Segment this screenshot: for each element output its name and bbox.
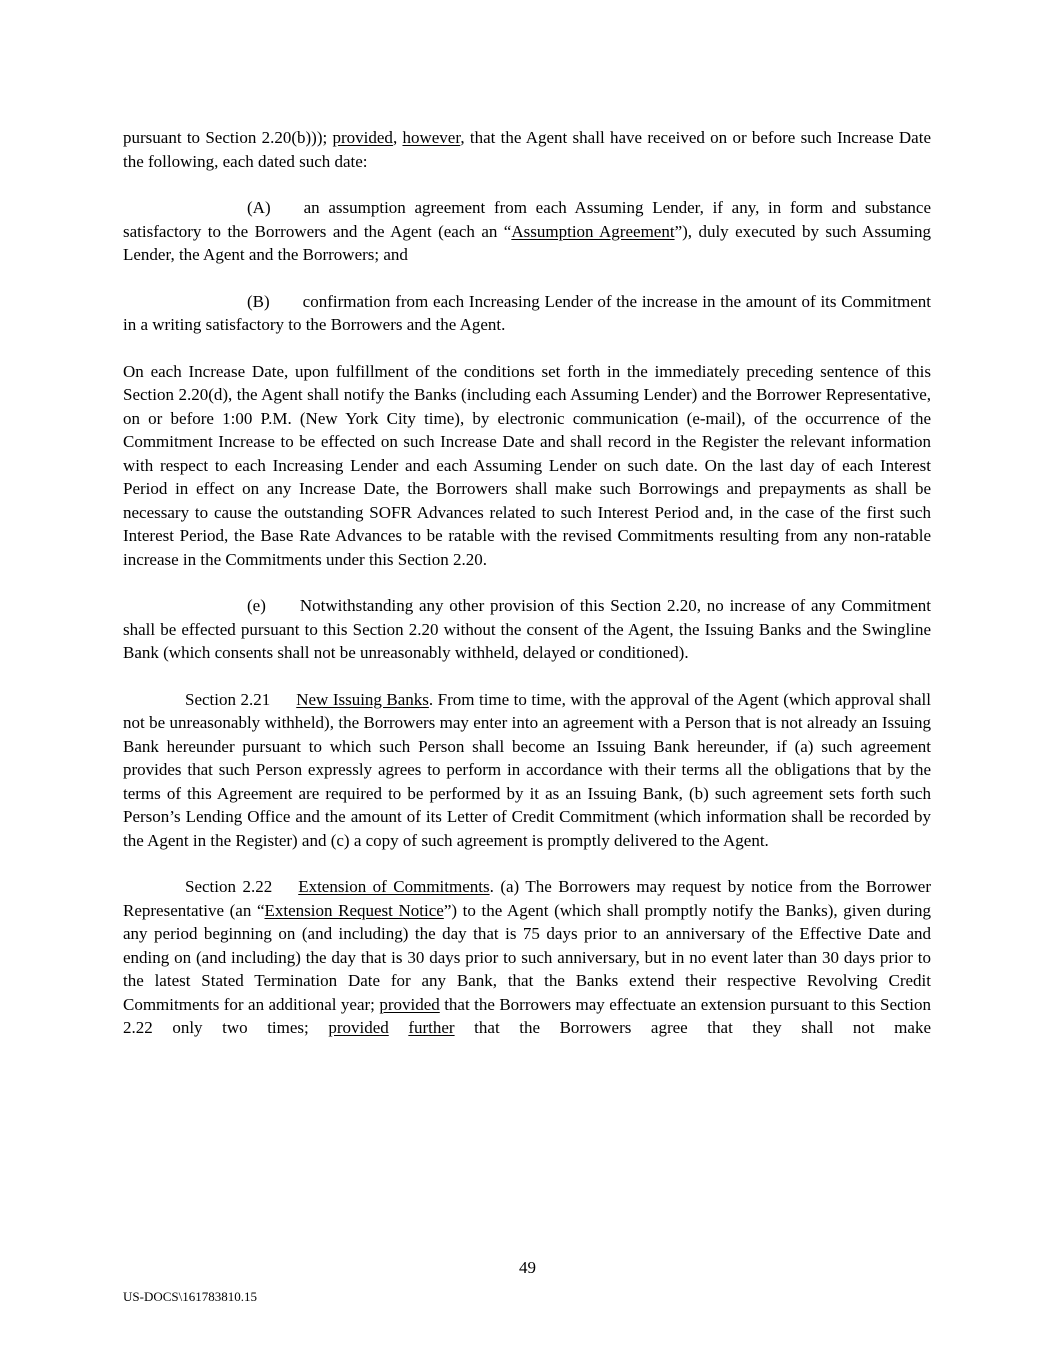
text-run: ”) to the Agent (which shall promptly notify the Banks), given during any period beginning on (and including) the day that is 75 days prior to an anniversary of the Effective Date and ending on (and including) the day that is 30 days prior to such anniversary, but in no event later than 30 days prior to the latest Stated Termination Date for any Bank, that the Banks extend their respective Revolving Credit Commitments for an additional year;	[123, 900, 931, 1014]
text-run: that the Borrowers may effectuate an extension pursuant to this Section 2.22 only two times;	[123, 994, 932, 1037]
text-run: confirmation from each Increasing Lender of the increase in the amount of its Commitment in a writing satisfactory to the Borrowers and the Agent.	[123, 291, 931, 334]
underlined-term: provided	[379, 994, 440, 1014]
text-run: On each Increase Date, upon fulfillment of the conditions set forth in the immediately preceding sentence of this Section 2.20(d), the Agent shall notify the Banks (including each Assuming Lender) and the Borrower Representative, on or before 1:00 P.M. (New York City time), by electronic communication (e-mail), of the occurrence of the Commitment Increase to be effected on such Increase Date and shall record in the Register the relevant information with respect to each Increasing Lender and each Assuming Lender on such date. On the last day of each Interest Period in effect on any Increase Date, the Borrowers shall make such Borrowings and prepayments as shall be necessary to cause the outstanding SOFR Advances related to such Interest Period and, in the case of the first such Interest Period, the Base Rate Advances to be ratable with the revised Commitments resulting from any non-ratable increase in the Commitments under this Section 2.20.	[123, 361, 931, 569]
text-run: an assumption agreement from each Assuming Lender, if any, in form and substance satisfactory to the Borrowers and the Agent (each an “	[123, 198, 931, 241]
underlined-term: provided	[328, 1018, 389, 1037]
clause-label: (B)	[247, 291, 270, 311]
clause-label: (A)	[247, 198, 271, 217]
text-run: ,	[392, 128, 403, 147]
underlined-term: however	[402, 128, 461, 147]
section-title: New Issuing Banks	[296, 689, 429, 709]
clause-label: (e)	[247, 596, 266, 615]
tab-space	[266, 610, 300, 611]
text-run: ”), duly executed by such Assuming Lender, the Agent and the Borrowers; and	[123, 221, 932, 264]
text-run: that the Borrowers agree that they shall not make	[454, 1018, 931, 1037]
section-2-22-paragraph	[123, 875, 931, 1040]
underlined-term: Extension Request Notice	[264, 900, 444, 920]
section-title: Extension of Commitments	[298, 877, 490, 896]
tab-space	[270, 306, 303, 307]
document-id-footer: US-DOCS\161783810.15	[123, 1289, 257, 1304]
clause-e-paragraph	[123, 594, 931, 665]
paragraph-continuation	[123, 126, 931, 173]
section-2-21-paragraph	[123, 688, 931, 853]
underlined-term: Assumption Agreement	[511, 221, 675, 241]
text-run: . (a) The Borrowers may request by notice from the Borrower Representative (an “	[123, 877, 931, 920]
text-run	[389, 1018, 409, 1037]
tab-space	[271, 212, 304, 213]
underlined-term: provided	[332, 128, 393, 147]
section-number: Section 2.22	[185, 877, 273, 896]
increase-date-paragraph	[123, 360, 931, 572]
text-run: . From time to time, with the approval of the Agent (which approval shall not be unreasonably withheld), the Borrowers may enter into an agreement with a Person that is not already an Issuing Bank hereunder pursuant to which such Person shall become an Issuing Bank hereunder, if (a) such agreement provides that such Person expressly agrees to perform in accordance with their terms all the obligations that by the terms of this Agreement are required to be performed by it as an Issuing Bank, (b) such agreement sets forth such Person’s Lending Office and the amount of its Letter of Credit Commitment (which information shall be recorded by the Agent in the Register) and (c) a copy of such agreement is promptly delivered to the Agent.	[123, 689, 931, 850]
page-body	[123, 126, 931, 1063]
section-number: Section 2.21	[185, 689, 271, 709]
page-number: 49	[519, 1258, 536, 1277]
text-run: Notwithstanding any other provision of this Section 2.20, no increase of any Commitment shall be effected pursuant to this Section 2.20 without the consent of the Agent, the Issuing Banks and the Swingline Bank (which consents shall not be unreasonably withheld, delayed or conditioned).	[123, 596, 931, 662]
clause-a-paragraph	[123, 196, 931, 267]
text-run: , that the Agent shall have received on or before such Increase Date the following, each dated such date:	[123, 128, 931, 171]
underlined-term: further	[408, 1018, 455, 1037]
tab-space	[270, 704, 296, 705]
clause-b-paragraph	[123, 290, 931, 337]
tab-space	[272, 891, 298, 892]
text-run: pursuant to Section 2.20(b)));	[123, 128, 333, 147]
